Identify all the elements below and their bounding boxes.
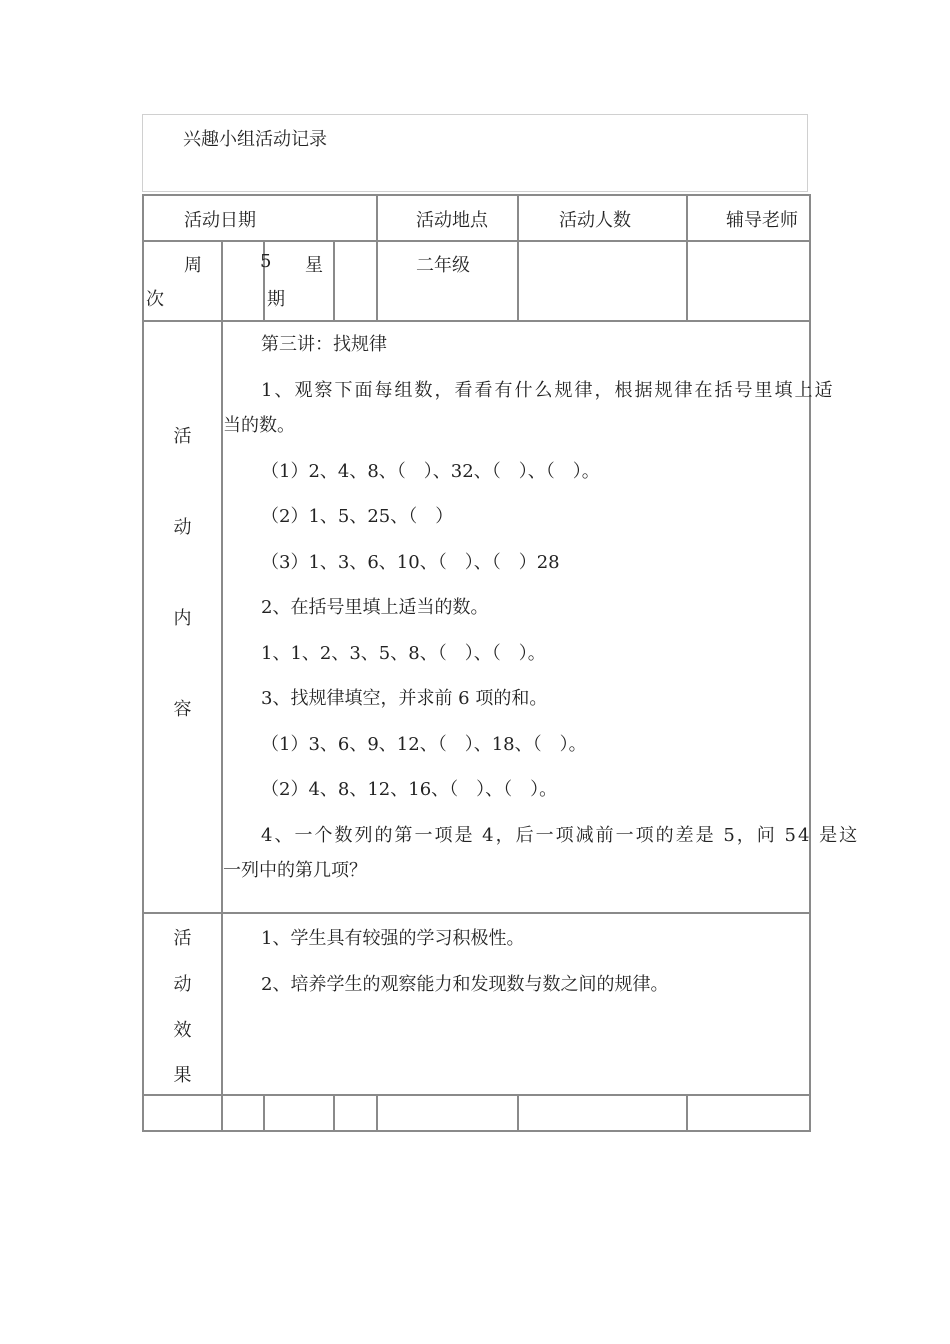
place-header-cell <box>377 195 518 241</box>
place-value: 二年级 <box>416 255 470 276</box>
effect-row <box>143 913 810 1095</box>
empty-cell <box>143 1095 222 1131</box>
content-line-10: （1）3、6、9、12、（ ）、18、（ ）。 <box>261 734 587 755</box>
content-label-cell <box>143 321 222 913</box>
content-line-13: 一列中的第几项？ <box>223 860 367 881</box>
title-box <box>142 114 808 192</box>
empty-cell <box>334 1095 377 1131</box>
content-line-6: （3）1、3、6、10、（ ）、（ ）28 <box>261 552 560 573</box>
teacher-header-cell <box>687 195 810 241</box>
effect-line-1: 1、学生具有较强的学习积极性。 <box>261 928 525 949</box>
content-line-1: 第三讲：找规律 <box>261 334 387 355</box>
content-label-char-1: 活 <box>173 426 192 447</box>
content-line-9: 3、找规律填空，并求前 6 项的和。 <box>261 688 548 709</box>
count-value-cell <box>518 241 687 321</box>
content-line-2: 1、观察下面每组数，看看有什么规律，根据规律在括号里填上适 <box>261 380 835 401</box>
header-row <box>143 195 810 241</box>
content-body-cell <box>222 321 860 913</box>
empty-cell <box>518 1095 687 1131</box>
content-label-char-4: 容 <box>173 699 192 720</box>
week-ci-text: 次 <box>146 289 164 310</box>
week-zhou-text: 周 <box>184 255 202 276</box>
effect-line-2: 2、培养学生的观察能力和发现数与数之间的规律。 <box>261 974 669 995</box>
content-label-char-3: 内 <box>173 608 192 629</box>
empty-cell <box>377 1095 518 1131</box>
content-line-12: 4、一个数列的第一项是 4，后一项减前一项的差是 5，问 54 是这 <box>261 825 860 846</box>
effect-label-char-1: 活 <box>173 928 192 949</box>
week-label-cell <box>143 241 222 321</box>
effect-label-cell <box>143 913 222 1095</box>
date-label: 活动日期 <box>184 210 256 231</box>
week-row <box>143 241 810 321</box>
content-line-3: 当的数。 <box>223 415 295 436</box>
content-line-11: （2）4、8、12、16、（ ）、（ ）。 <box>261 779 558 800</box>
week-number: 5 <box>260 251 272 272</box>
empty-cell <box>222 1095 264 1131</box>
content-line-8: 1、1、2、3、5、8、（ ）、（ ）。 <box>261 643 546 664</box>
count-label: 活动人数 <box>559 210 631 231</box>
empty-footer-row <box>143 1095 810 1131</box>
teacher-label: 辅导老师 <box>726 210 798 231</box>
empty-cell <box>264 1095 334 1131</box>
effect-body-cell <box>222 913 810 1095</box>
content-line-7: 2、在括号里填上适当的数。 <box>261 597 489 618</box>
content-line-4: （1）2、4、8、（ ）、32、（ ）、（ ）。 <box>261 461 600 482</box>
weekday-xing-text: 星 <box>305 255 323 276</box>
weekday-qi-text: 期 <box>267 289 285 310</box>
date-header-cell <box>143 195 377 241</box>
weekday-cell <box>260 241 334 321</box>
document-title: 兴趣小组活动记录 <box>183 129 327 150</box>
count-header-cell <box>518 195 687 241</box>
place-value-cell <box>377 241 518 321</box>
weekday-blank-cell <box>334 241 377 321</box>
teacher-value-cell <box>687 241 810 321</box>
effect-label-char-4: 果 <box>173 1065 192 1086</box>
place-label: 活动地点 <box>416 210 488 231</box>
week-blank-cell <box>222 241 264 321</box>
effect-label-char-2: 动 <box>173 974 192 995</box>
content-row <box>143 321 810 913</box>
effect-label-char-3: 效 <box>173 1020 192 1041</box>
content-line-5: （2）1、5、25、（ ） <box>261 506 454 527</box>
activity-record-table <box>142 194 860 1132</box>
content-label-char-2: 动 <box>173 517 192 538</box>
empty-cell <box>687 1095 810 1131</box>
